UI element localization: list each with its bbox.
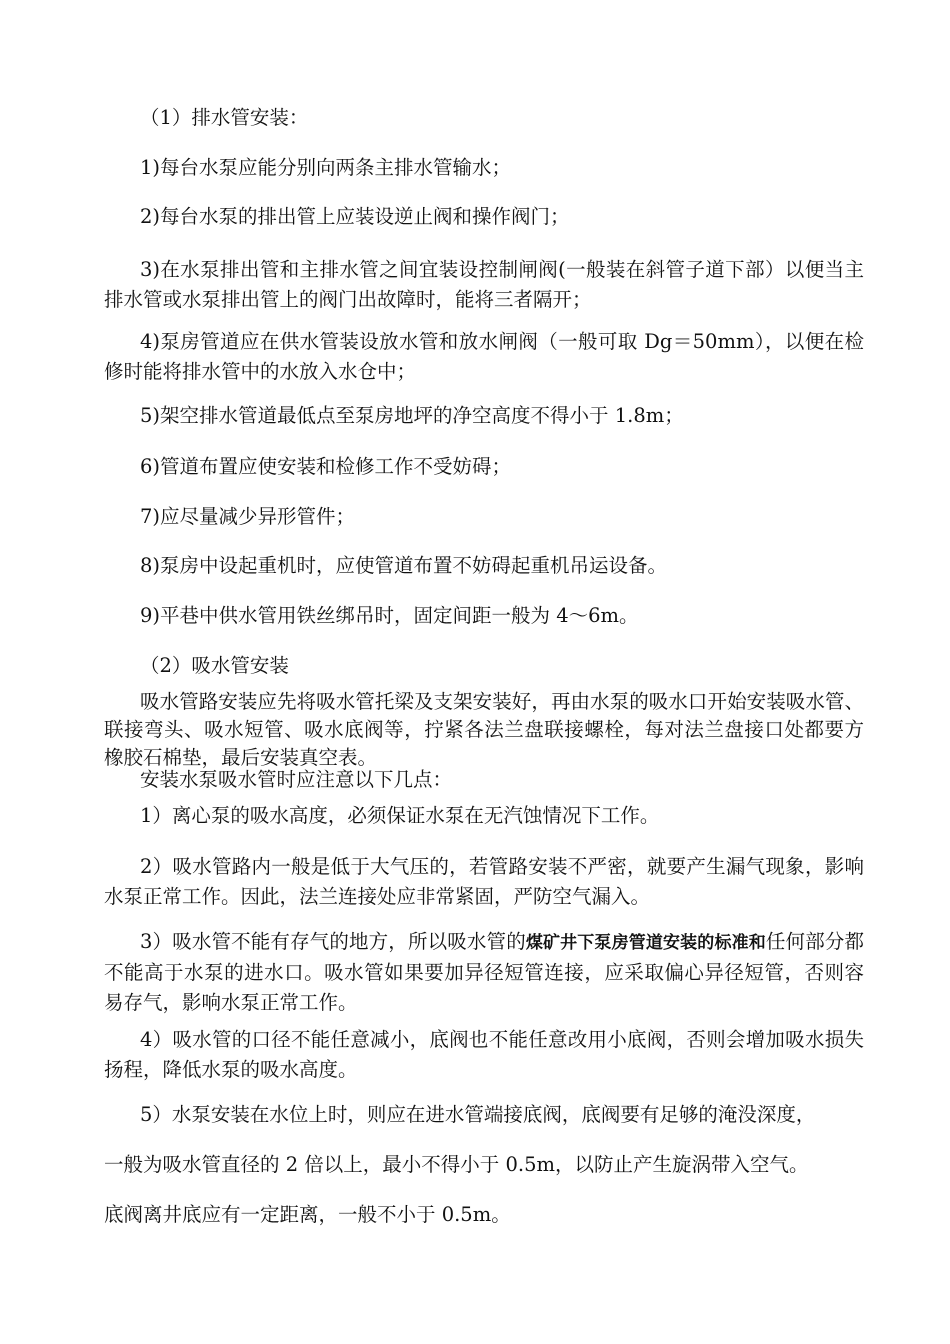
item3-text-end: 任何部分都不能高于水泵的进水口。吸水管如果要加异径短管连接，应采取偏心异径短管，否则容易存气，影响水泵正常工作。 xyxy=(104,930,864,1014)
section1-item-1: 1)每台水泵应能分别向两条主排水管输水； xyxy=(140,156,512,179)
section2-item-3 xyxy=(104,927,864,1018)
section1-item-4: 4)泵房管道应在供水管装设放水管和放水闸阀（一般可取 Dg＝50mm），以便在检修时能将排水管中的水放入水仓中； xyxy=(104,330,864,383)
item3-text-start: 3）吸水管不能有存气的地方，所以吸水管的 xyxy=(140,930,526,953)
section2-intro: 吸水管路安装应先将吸水管托梁及支架安装好，再由水泵的吸水口开始安装吸水管、联接弯头、吸水短管、吸水底阀等，拧紧各法兰盘联接螺栓，每对法兰盘接口处都要方橡胶石棉垫，最后安装真空表。 xyxy=(104,690,864,769)
section1-item-3: 3)在水泵排出管和主排水管之间宜装设控制闸阀(一般装在斜管子道下部）以便当主排水管或水泵排出管上的阀门出故障时，能将三者隔开； xyxy=(104,258,864,311)
section2-item-4: 4）吸水管的口径不能任意减小，底阀也不能任意改用小底阀，否则会增加吸水损失扬程，降低水泵的吸水高度。 xyxy=(104,1028,864,1081)
section2-heading: （2）吸水管安装 xyxy=(140,654,289,677)
section1-item-6: 6)管道布置应使安装和检修工作不受妨碍； xyxy=(140,455,512,478)
item3-inserted-title: 煤矿井下泵房管道安装的标准和 xyxy=(525,933,766,953)
section2-item-1: 1）离心泵的吸水高度，必须保证水泵在无汽蚀情况下工作。 xyxy=(140,804,660,827)
section1-item-7: 7)应尽量减少异形管件； xyxy=(140,505,356,528)
section1-item-9: 9)平巷中供水管用铁丝绑吊时，固定间距一般为 4～6m。 xyxy=(140,604,639,627)
section1-heading: （1）排水管安装： xyxy=(140,106,309,129)
section2-item-2: 2）吸水管路内一般是低于大气压的，若管路安装不严密，就要产生漏气现象，影响水泵正常工作。因此，法兰连接处应非常紧固，严防空气漏入。 xyxy=(104,855,864,908)
section1-item-5: 5)架空排水管道最低点至泵房地坪的净空高度不得小于 1.8m； xyxy=(140,404,684,427)
section2-item-5-line-3: 底阀离井底应有一定距离，一般不小于 0.5m。 xyxy=(104,1203,511,1226)
section2-item-5-line-2: 一般为吸水管直径的 2 倍以上，最小不得小于 0.5m，以防止产生旋涡带入空气。 xyxy=(104,1153,809,1176)
section1-item-2: 2)每台水泵的排出管上应装设逆止阀和操作阀门； xyxy=(140,205,570,228)
section2-item-5-line-1: 5）水泵安装在水位上时，则应在进水管端接底阀，底阀要有足够的淹没深度， xyxy=(140,1103,816,1126)
section1-item-8: 8)泵房中设起重机时，应使管道布置不妨碍起重机吊运设备。 xyxy=(140,554,668,577)
section2-notice: 安装水泵吸水管时应注意以下几点： xyxy=(140,768,453,791)
